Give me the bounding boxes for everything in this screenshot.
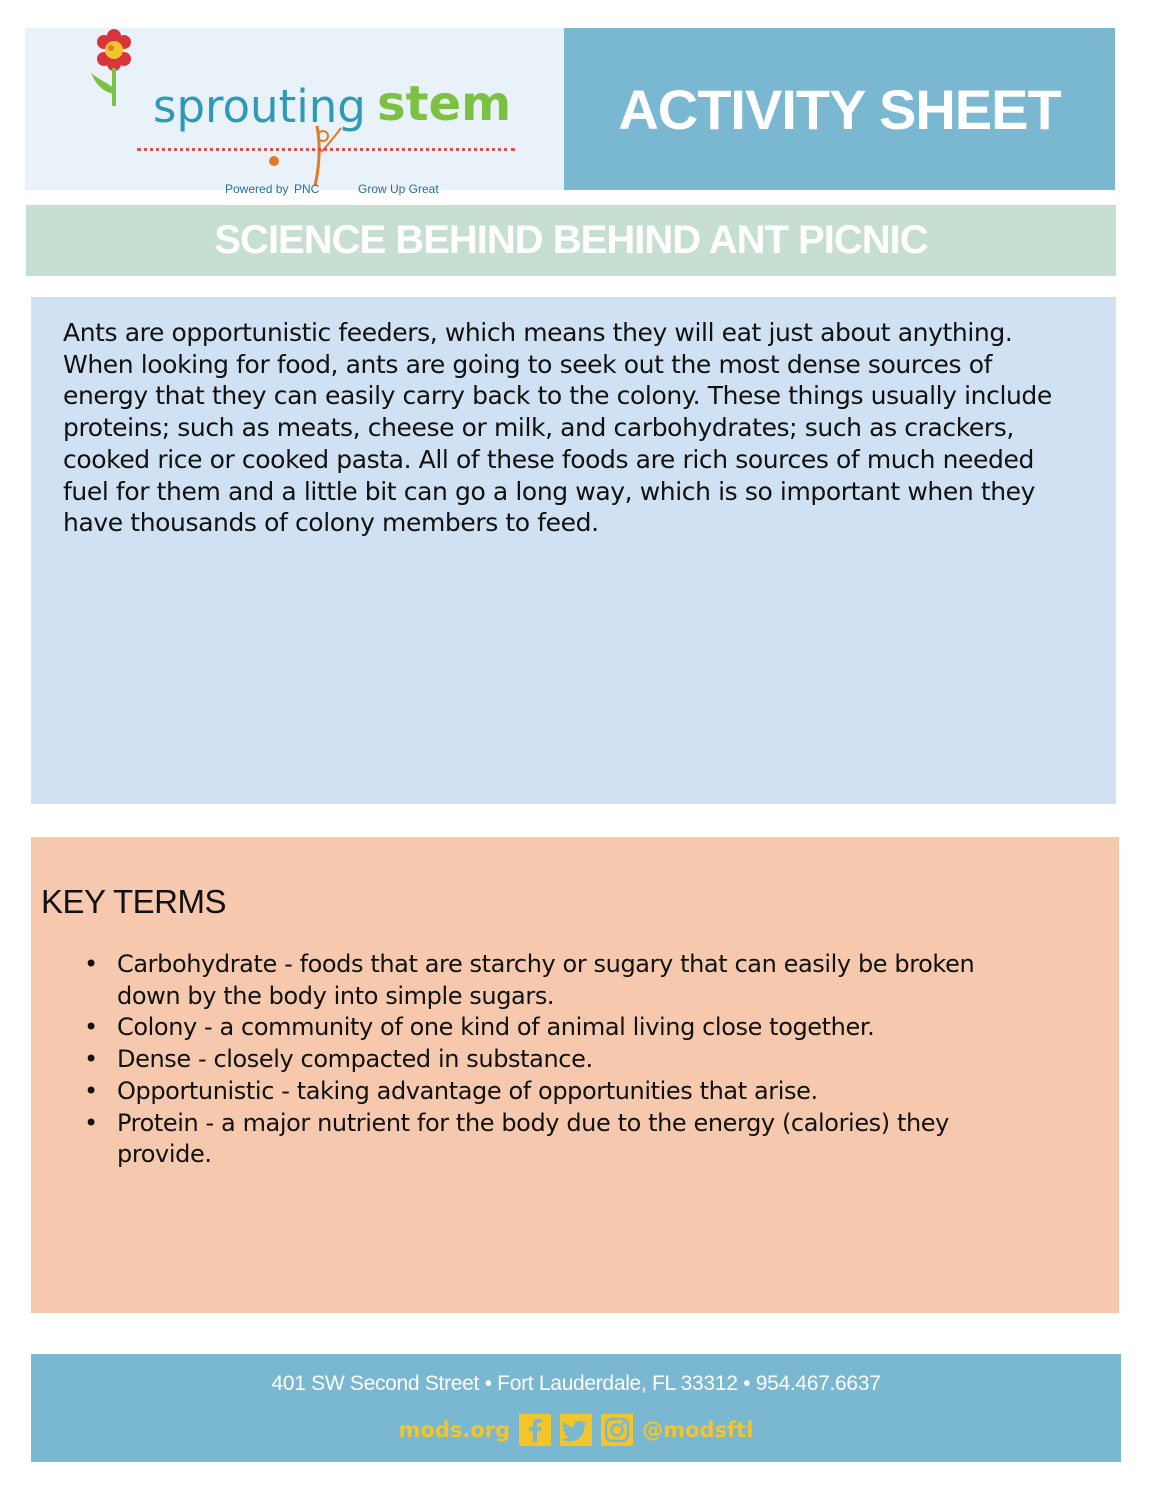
- powered-by: Powered by: [225, 182, 289, 196]
- key-term-item: [84, 949, 987, 1012]
- key-term-text: Dense - closely compacted in substance.: [117, 1045, 593, 1074]
- pnc-label: PNC: [294, 182, 320, 196]
- section-title-band: [26, 205, 1116, 276]
- explanation-box: [31, 297, 1116, 804]
- key-term-text: Carbohydrate - foods that are starchy or sugary that can easily be broken down by the body into simple sugars.: [117, 950, 975, 1010]
- key-terms-box: [31, 837, 1119, 1313]
- brand-stem: stem: [377, 76, 512, 132]
- instagram-icon[interactable]: [601, 1414, 633, 1446]
- key-term-text: Colony - a community of one kind of animal living close together.: [117, 1013, 875, 1042]
- social-handle[interactable]: @modsftl: [642, 1418, 754, 1442]
- brand-sprouting: sprouting: [153, 80, 366, 133]
- website-link[interactable]: mods.org: [398, 1418, 511, 1442]
- bullet-icon: •: [84, 1076, 98, 1105]
- key-terms-heading: KEY TERMS: [41, 883, 227, 920]
- bullet-icon: •: [84, 1045, 98, 1074]
- bullet-icon: •: [84, 950, 98, 978]
- twitter-icon[interactable]: [560, 1414, 592, 1446]
- footer: [31, 1354, 1121, 1462]
- logo-panel: [25, 28, 565, 196]
- logo-divider: [137, 148, 515, 151]
- page-title: ACTIVITY SHEET: [618, 77, 1061, 141]
- key-term-text: Opportunistic - taking advantage of opportunities that arise.: [117, 1076, 818, 1105]
- facebook-icon[interactable]: [519, 1414, 551, 1446]
- key-term-item: [84, 1076, 987, 1108]
- grow-up-great-label: Grow Up Great: [358, 182, 439, 196]
- key-term-item: [84, 1012, 987, 1044]
- explanation-paragraph: Ants are opportunistic feeders, which means they will eat just about anything. When looking for food, ants are going to seek out the most dense sources of energy that they can easily carry back to the colony. These things usually include proteins; such as meats, cheese or milk, and carbohydrates; such as crackers, cooked rice or cooked pasta. All of these foods are rich sources of much needed fuel for them and a little bit can go a long way, which is so important when they have thousands of colony members to feed.: [63, 318, 1052, 538]
- section-title: SCIENCE BEHIND BEHIND ANT PICNIC: [214, 218, 928, 262]
- key-term-text: Protein - a major nutrient for the body due to the energy (calories) they provide.: [117, 1108, 949, 1169]
- footer-social: [31, 1412, 1121, 1448]
- activity-sheet-panel: [564, 28, 1115, 190]
- key-term-item: [84, 1044, 987, 1076]
- footer-address: 401 SW Second Street • Fort Lauderdale, FL 33312 • 954.467.6637: [271, 1372, 881, 1395]
- key-terms-list: [84, 949, 987, 1171]
- key-term-item: [84, 1108, 987, 1171]
- bullet-icon: •: [84, 1013, 98, 1042]
- bullet-icon: •: [84, 1108, 98, 1137]
